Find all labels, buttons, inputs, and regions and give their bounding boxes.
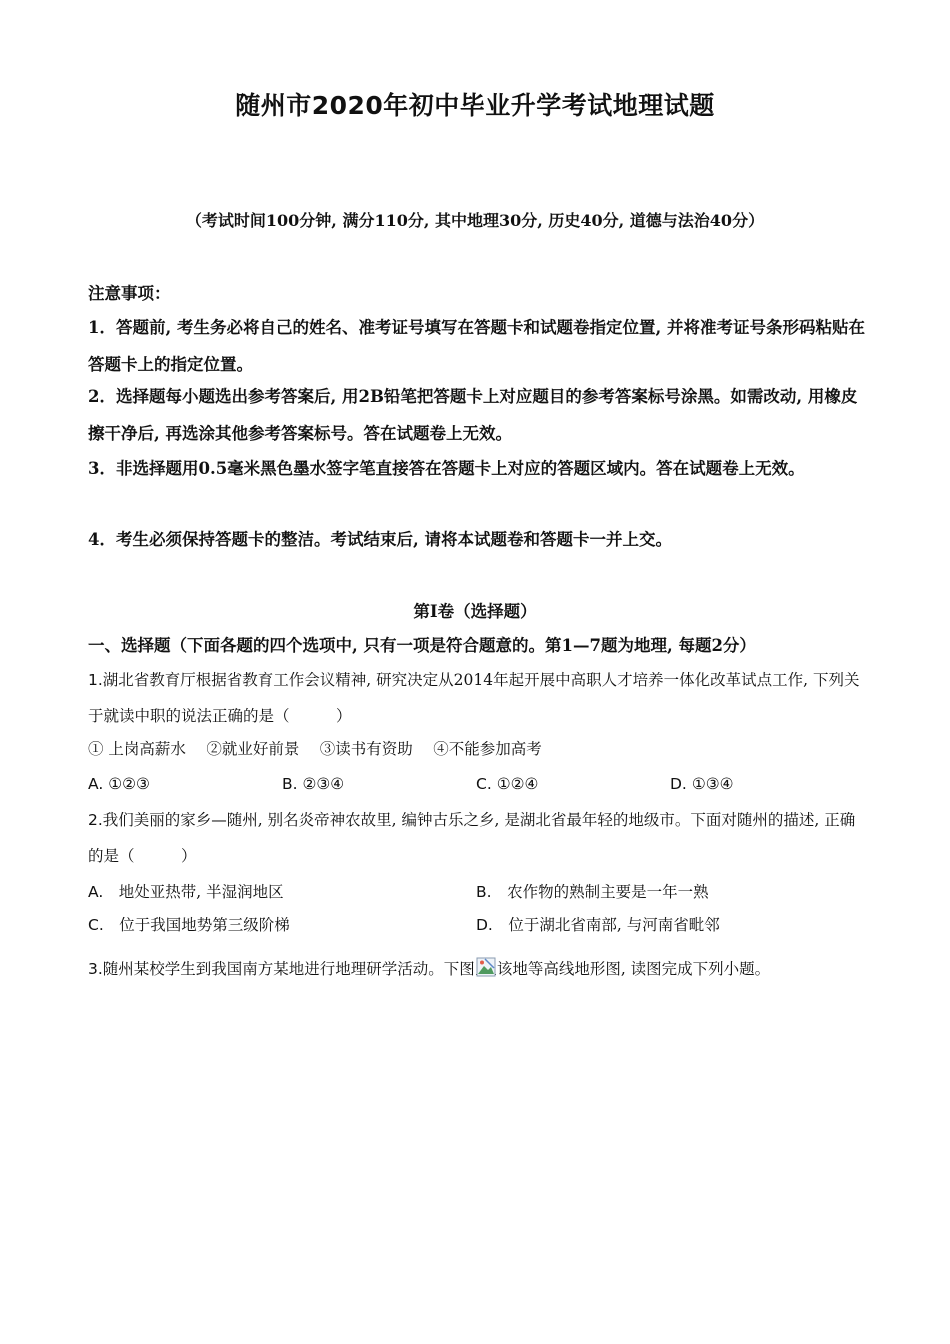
question-number: 1.: [88, 671, 103, 689]
option-label: A.: [88, 775, 104, 793]
option-label: B.: [282, 775, 298, 793]
question-2-stem: [88, 802, 868, 874]
question-text-before: 随州某校学生到我国南方某地进行地理研学活动。下图: [102, 960, 475, 978]
option-text: 地处亚热带, 半湿润地区: [118, 883, 284, 901]
notice-item-3: 3．非选择题用0.5毫米黑色墨水签字笔直接答在答题卡上对应的答题区域内。答在试题卷上无效。: [88, 459, 805, 478]
notice-item-4: 4．考生必须保持答题卡的整洁。考试结束后, 请将本试题卷和答题卡一并上交。: [88, 530, 672, 549]
option-d: [476, 913, 720, 935]
option-c: [88, 913, 290, 935]
section-title: 第Ⅰ卷（选择题）: [413, 602, 537, 621]
broken-image-icon: [476, 954, 496, 975]
option-label: D.: [670, 775, 687, 793]
question-1-stem: [88, 662, 868, 734]
option-text: 位于我国地势第三级阶梯: [119, 916, 290, 934]
option-c: [476, 775, 538, 793]
notice-item-1: 1．答题前, 考生务必将自己的姓名、准考证号填写在答题卡和试题卷指定位置, 并将准考证号条形码粘贴在答题卡上的指定位置。: [88, 318, 865, 374]
page-title: 随州市2020年初中毕业升学考试地理试题: [235, 91, 715, 120]
question-text-after: 该地等高线地形图, 读图完成下列小题。: [496, 960, 771, 978]
question-number: 2.: [88, 811, 103, 829]
option-label: C.: [88, 916, 104, 934]
question-text: 湖北省教育厅根据省教育工作会议精神, 研究决定从2014年起开展中高职人才培养一体化改革试点工作, 下列关于就读中职的说法正确的是（ ）: [88, 671, 860, 725]
option-text: ①③④: [691, 775, 734, 793]
section-intro: 一、选择题（下面各题的四个选项中, 只有一项是符合题意的。第1—7题为地理, 每题2分）: [88, 636, 756, 655]
option-text: ①②④: [496, 775, 539, 793]
option-label: C.: [476, 775, 492, 793]
question-1-statements: ① 上岗高薪水 ②就业好前景 ③读书有资助 ④不能参加高考: [88, 740, 542, 758]
option-text: ②③④: [302, 775, 345, 793]
option-b: [282, 775, 344, 793]
question-text: 我们美丽的家乡—随州, 别名炎帝神农故里, 编钟古乐之乡, 是湖北省最年轻的地级市。下面对随州的描述, 正确的是（ ）: [88, 811, 856, 865]
notice-item-2: 2．选择题每小题选出参考答案后, 用2B铅笔把答题卡上对应题目的参考答案标号涂黑。如需改动, 用橡皮擦干净后, 再选涂其他参考答案标号。答在试题卷上无效。: [88, 387, 858, 443]
option-label: A.: [88, 883, 104, 901]
option-a: [88, 880, 284, 902]
option-d: [670, 775, 734, 793]
exam-info: （考试时间100分钟, 满分110分, 其中地理30分, 历史40分, 道德与法治40分）: [185, 211, 765, 230]
option-text: ①②③: [108, 775, 150, 793]
option-b: [476, 880, 709, 902]
option-text: 农作物的熟制主要是一年一熟: [507, 883, 709, 901]
option-label: D.: [476, 916, 493, 934]
question-number: 3.: [88, 960, 103, 978]
option-text: 位于湖北省南部, 与河南省毗邻: [508, 916, 720, 934]
broken-image-icon-graphic: [476, 957, 496, 977]
option-label: B.: [476, 883, 492, 901]
question-3-stem: [88, 951, 868, 987]
notice-heading: 注意事项：: [88, 284, 171, 303]
option-a: [88, 775, 150, 793]
